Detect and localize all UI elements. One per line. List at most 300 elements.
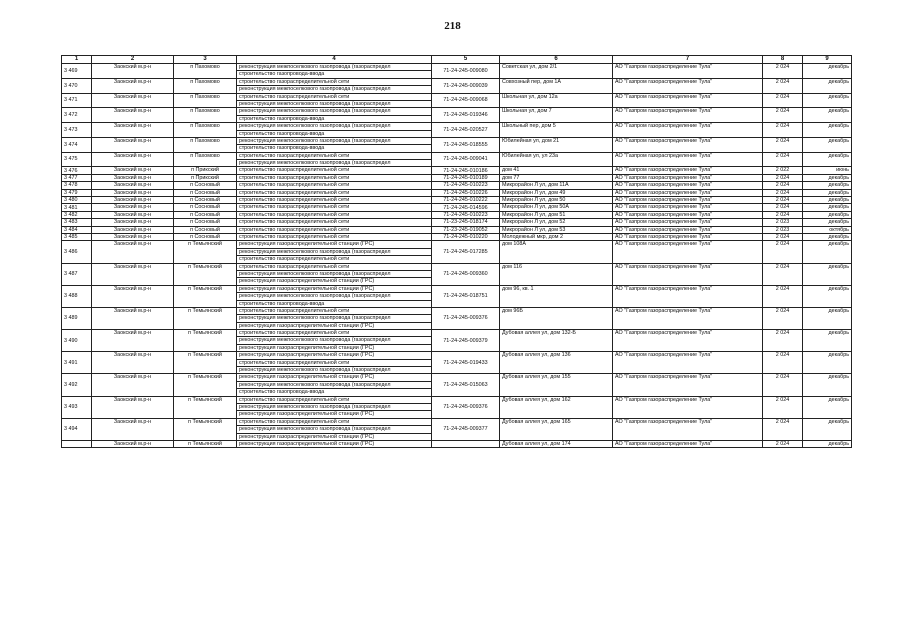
row-number: 3 483 bbox=[62, 219, 92, 226]
row-number: 3 484 bbox=[62, 226, 92, 233]
settlement-cell: п Темьянский bbox=[174, 352, 237, 374]
works-cell bbox=[237, 226, 432, 233]
row-number: 3 488 bbox=[62, 285, 92, 307]
work-line: строительство газораспределительной сети bbox=[239, 204, 350, 211]
work-line: реконструкция газораспределительной станции (ГРС) bbox=[237, 286, 431, 293]
settlement-cell: п Сосновый bbox=[174, 233, 237, 240]
object-code-cell: 71-24-245-009360 bbox=[432, 263, 500, 285]
table-row bbox=[62, 64, 852, 79]
month-cell: декабрь bbox=[803, 197, 852, 204]
organization-cell: АО "Газпром газораспределение Тула" bbox=[613, 182, 763, 189]
year-cell: 2 024 bbox=[763, 418, 803, 440]
table-row bbox=[62, 241, 852, 263]
address-cell: Советская ул, дом 2/1 bbox=[500, 64, 613, 79]
month-cell: декабрь bbox=[803, 182, 852, 189]
column-header-9: 9 bbox=[803, 56, 852, 64]
month-cell: декабрь bbox=[803, 307, 852, 329]
works-cell bbox=[237, 233, 432, 240]
work-line: реконструкция межпоселкового газопровода (газораспредел bbox=[239, 100, 391, 107]
year-cell: 2 024 bbox=[763, 233, 803, 240]
organization-cell: АО "Газпром газораспределение Тула" bbox=[613, 330, 763, 352]
work-line: строительство газопровода-ввода bbox=[239, 130, 325, 137]
object-code-cell: 71-23-245-019052 bbox=[432, 226, 500, 233]
work-line: строительство газораспределительной сети bbox=[237, 94, 431, 101]
address-cell: дом 77 bbox=[500, 174, 613, 181]
month-cell: декабрь bbox=[803, 123, 852, 138]
row-number: 3 493 bbox=[62, 396, 92, 418]
work-line: строительство газораспределительной сети bbox=[237, 264, 431, 271]
settlement-cell: п Сосновый bbox=[174, 211, 237, 218]
year-cell: 2 023 bbox=[763, 219, 803, 226]
table-row bbox=[62, 418, 852, 440]
table-row bbox=[62, 174, 852, 181]
address-cell: Школьная ул, дом 12а bbox=[500, 93, 613, 108]
year-cell: 2 024 bbox=[763, 263, 803, 285]
month-cell: декабрь bbox=[803, 78, 852, 93]
works-cell bbox=[237, 123, 432, 138]
district-cell: Заокский м.р-н bbox=[92, 233, 174, 240]
organization-cell: АО "Газпром газораспределение Тула" bbox=[613, 374, 763, 396]
table-row bbox=[62, 396, 852, 418]
district-cell: Заокский м.р-н bbox=[92, 167, 174, 174]
year-cell: 2 024 bbox=[763, 108, 803, 123]
object-code-cell: 71-24-245-010226 bbox=[432, 189, 500, 196]
work-line: реконструкция межпоселкового газопровода (газораспредел bbox=[237, 64, 431, 71]
month-cell: декабрь bbox=[803, 189, 852, 196]
column-header-5: 5 bbox=[432, 56, 500, 64]
organization-cell: АО "Газпром газораспределение Тула" bbox=[613, 241, 763, 263]
organization-cell: АО "Газпром газораспределение Тула" bbox=[613, 219, 763, 226]
settlement-cell: п Пахомово bbox=[174, 64, 237, 79]
table-row bbox=[62, 307, 852, 329]
month-cell: декабрь bbox=[803, 241, 852, 263]
address-cell: Дубовая аллея ул, дом 155 bbox=[500, 374, 613, 396]
year-cell: 2 024 bbox=[763, 93, 803, 108]
row-number: 3 470 bbox=[62, 78, 92, 93]
work-line: реконструкция газораспределительной станции (ГРС) bbox=[239, 411, 375, 418]
object-code-cell: 71-24-245-009377 bbox=[432, 418, 500, 440]
work-line: реконструкция межпоселкового газопровода (газораспредел bbox=[237, 138, 431, 145]
organization-cell: АО "Газпром газораспределение Тула" bbox=[613, 211, 763, 218]
work-line: реконструкция межпоселкового газопровода (газораспредел bbox=[237, 108, 431, 115]
row-number: 3 487 bbox=[62, 263, 92, 285]
row-number: 3 476 bbox=[62, 167, 92, 174]
table-row bbox=[62, 137, 852, 152]
gasification-table bbox=[61, 55, 852, 448]
works-cell bbox=[237, 263, 432, 285]
work-line: строительство газораспределительной сети bbox=[237, 360, 431, 367]
district-cell: Заокский м.р-н bbox=[92, 352, 174, 374]
object-code-cell: 71-24-245-019433 bbox=[432, 352, 500, 374]
district-cell: Заокский м.р-н bbox=[92, 108, 174, 123]
year-cell: 2 024 bbox=[763, 64, 803, 79]
month-cell: декабрь bbox=[803, 263, 852, 285]
work-line: реконструкция межпоселкового газопровода (газораспредел bbox=[239, 160, 391, 167]
address-cell: Микрорайон Л ул, дом 11А bbox=[500, 182, 613, 189]
table-row bbox=[62, 204, 852, 211]
work-line: реконструкция газораспределительной станции (ГРС) bbox=[237, 241, 431, 248]
district-cell: Заокский м.р-н bbox=[92, 123, 174, 138]
address-cell: дом 96, кв. 1 bbox=[500, 285, 613, 307]
district-cell: Заокский м.р-н bbox=[92, 197, 174, 204]
works-cell bbox=[237, 182, 432, 189]
address-cell: дом 116 bbox=[500, 263, 613, 285]
work-line: реконструкция межпоселкового газопровода (газораспредел bbox=[237, 123, 431, 130]
district-cell: Заокский м.р-н bbox=[92, 174, 174, 181]
row-number: 3 481 bbox=[62, 204, 92, 211]
month-cell: октябрь bbox=[803, 226, 852, 233]
work-line: реконструкция межпоселкового газопровода (газораспредел bbox=[237, 426, 431, 433]
column-header-7: 7 bbox=[613, 56, 763, 64]
works-cell bbox=[237, 241, 432, 263]
row-number: 3 486 bbox=[62, 241, 92, 263]
row-number: 3 485 bbox=[62, 233, 92, 240]
row-number: 3 479 bbox=[62, 189, 92, 196]
object-code-cell: 71-24-245-018751 bbox=[432, 285, 500, 307]
address-cell: дом 41 bbox=[500, 167, 613, 174]
table-row bbox=[62, 167, 852, 174]
table-body bbox=[62, 64, 852, 448]
organization-cell: АО "Газпром газораспределение Тула" bbox=[613, 64, 763, 79]
organization-cell: АО "Газпром газораспределение Тула" bbox=[613, 137, 763, 152]
object-code-cell: 71-24-245-010189 bbox=[432, 174, 500, 181]
organization-cell: АО "Газпром газораспределение Тула" bbox=[613, 108, 763, 123]
organization-cell: АО "Газпром газораспределение Тула" bbox=[613, 78, 763, 93]
object-code-cell: 71-24-245-014596 bbox=[432, 204, 500, 211]
district-cell: Заокский м.р-н bbox=[92, 219, 174, 226]
year-cell: 2 023 bbox=[763, 226, 803, 233]
organization-cell: АО "Газпром газораспределение Тула" bbox=[613, 440, 763, 447]
work-line: реконструкция газораспределительной станции (ГРС) bbox=[237, 374, 431, 381]
year-cell: 2 024 bbox=[763, 374, 803, 396]
settlement-cell: п Темьянский bbox=[174, 263, 237, 285]
row-number bbox=[62, 440, 92, 447]
row-number: 3 482 bbox=[62, 211, 92, 218]
table-row bbox=[62, 93, 852, 108]
work-line: строительство газопровода-ввода bbox=[239, 145, 325, 152]
works-cell bbox=[237, 152, 432, 167]
year-cell: 2 024 bbox=[763, 137, 803, 152]
year-cell: 2 024 bbox=[763, 307, 803, 329]
year-cell: 2 024 bbox=[763, 396, 803, 418]
page-number: 218 bbox=[444, 20, 461, 32]
works-cell bbox=[237, 307, 432, 329]
settlement-cell: п Сосновый bbox=[174, 204, 237, 211]
object-code-cell: 71-24-245-009379 bbox=[432, 330, 500, 352]
table-row bbox=[62, 374, 852, 396]
table-row bbox=[62, 285, 852, 307]
month-cell: июнь bbox=[803, 167, 852, 174]
works-cell bbox=[237, 64, 432, 79]
work-line: реконструкция газораспределительной станции (ГРС) bbox=[239, 344, 375, 351]
settlement-cell: п Сосновый bbox=[174, 197, 237, 204]
organization-cell: АО "Газпром газораспределение Тула" bbox=[613, 307, 763, 329]
month-cell: декабрь bbox=[803, 285, 852, 307]
object-code-cell: 71-24-245-010223 bbox=[432, 211, 500, 218]
work-line: строительство газораспределительной сети bbox=[237, 330, 431, 337]
district-cell: Заокский м.р-н bbox=[92, 204, 174, 211]
work-line: строительство газораспределительной сети bbox=[237, 79, 431, 86]
month-cell: декабрь bbox=[803, 211, 852, 218]
district-cell: Заокский м.р-н bbox=[92, 374, 174, 396]
month-cell: декабрь bbox=[803, 330, 852, 352]
organization-cell: АО "Газпром газораспределение Тула" bbox=[613, 123, 763, 138]
month-cell: декабрь bbox=[803, 396, 852, 418]
district-cell: Заокский м.р-н bbox=[92, 263, 174, 285]
year-cell: 2 024 bbox=[763, 352, 803, 374]
district-cell: Заокский м.р-н bbox=[92, 64, 174, 79]
year-cell: 2 024 bbox=[763, 123, 803, 138]
settlement-cell: п Пахомово bbox=[174, 123, 237, 138]
object-code-cell: 71-24-245-020527 bbox=[432, 123, 500, 138]
district-cell: Заокский м.р-н bbox=[92, 137, 174, 152]
row-number: 3 473 bbox=[62, 123, 92, 138]
works-cell bbox=[237, 197, 432, 204]
district-cell: Заокский м.р-н bbox=[92, 440, 174, 447]
column-header-2: 2 bbox=[92, 56, 174, 64]
district-cell: Заокский м.р-н bbox=[92, 78, 174, 93]
settlement-cell: п Темьянский bbox=[174, 285, 237, 307]
work-line: реконструкция межпоселкового газопровода (газораспредел bbox=[237, 404, 431, 411]
table-row bbox=[62, 78, 852, 93]
column-header-6: 6 bbox=[500, 56, 613, 64]
works-cell bbox=[237, 374, 432, 396]
year-cell: 2 024 bbox=[763, 330, 803, 352]
organization-cell: АО "Газпром газораспределение Тула" bbox=[613, 167, 763, 174]
organization-cell: АО "Газпром газораспределение Тула" bbox=[613, 174, 763, 181]
address-cell: Микрорайон Л ул, дом 53 bbox=[500, 226, 613, 233]
month-cell: декабрь bbox=[803, 374, 852, 396]
settlement-cell: п Темьянский bbox=[174, 396, 237, 418]
organization-cell: АО "Газпром газораспределение Тула" bbox=[613, 233, 763, 240]
work-line: реконструкция газораспределительной станции (ГРС) bbox=[239, 433, 375, 440]
year-cell: 2 024 bbox=[763, 204, 803, 211]
header-row bbox=[62, 56, 852, 64]
object-code-cell: 71-24-245-015063 bbox=[432, 374, 500, 396]
year-cell: 2 024 bbox=[763, 440, 803, 447]
settlement-cell: п Темьянский bbox=[174, 307, 237, 329]
works-cell bbox=[237, 189, 432, 196]
district-cell: Заокский м.р-н bbox=[92, 182, 174, 189]
work-line: реконструкция газораспределительной станции (ГРС) bbox=[239, 440, 375, 447]
settlement-cell: п Темьянский bbox=[174, 418, 237, 440]
object-code-cell: 71-24-245-009376 bbox=[432, 307, 500, 329]
district-cell: Заокский м.р-н bbox=[92, 226, 174, 233]
organization-cell: АО "Газпром газораспределение Тула" bbox=[613, 204, 763, 211]
settlement-cell: п Сосновый bbox=[174, 182, 237, 189]
table-row bbox=[62, 330, 852, 352]
work-line: реконструкция межпоселкового газопровода (газораспредел bbox=[239, 367, 391, 374]
address-cell: Совхозный пер, дом 1А bbox=[500, 78, 613, 93]
work-line: строительство газораспределительной сети bbox=[237, 397, 431, 404]
table-row bbox=[62, 189, 852, 196]
object-code-cell: 71-24-245-010222 bbox=[432, 197, 500, 204]
district-cell: Заокский м.р-н bbox=[92, 285, 174, 307]
object-code-cell: 71-24-245-018555 bbox=[432, 137, 500, 152]
table-row bbox=[62, 197, 852, 204]
object-code-cell: 71-24-245-010223 bbox=[432, 182, 500, 189]
year-cell: 2 024 bbox=[763, 241, 803, 263]
column-header-1: 1 bbox=[62, 56, 92, 64]
works-cell bbox=[237, 108, 432, 123]
row-number: 3 489 bbox=[62, 307, 92, 329]
settlement-cell: п Пахомово bbox=[174, 137, 237, 152]
table-row bbox=[62, 123, 852, 138]
table-row bbox=[62, 211, 852, 218]
work-line: строительство газораспределительной сети bbox=[239, 219, 350, 226]
address-cell: Дубовая аллея ул, дом 136 bbox=[500, 352, 613, 374]
works-cell bbox=[237, 352, 432, 374]
table-row bbox=[62, 219, 852, 226]
works-cell bbox=[237, 219, 432, 226]
object-code-cell: 71-23-245-018174 bbox=[432, 219, 500, 226]
month-cell: декабрь bbox=[803, 108, 852, 123]
object-code-cell bbox=[432, 440, 500, 447]
object-code-cell: 71-24-245-019346 bbox=[432, 108, 500, 123]
year-cell: 2 024 bbox=[763, 152, 803, 167]
settlement-cell: п Темьянский bbox=[174, 330, 237, 352]
address-cell: Микрорайон Л ул, дом 50 bbox=[500, 197, 613, 204]
address-cell: Дубовая аллея ул, дом 162 bbox=[500, 396, 613, 418]
works-cell bbox=[237, 440, 432, 447]
settlement-cell: п Пахомово bbox=[174, 78, 237, 93]
settlement-cell: п Пахомово bbox=[174, 108, 237, 123]
object-code-cell: 71-24-245-009039 bbox=[432, 78, 500, 93]
settlement-cell: п Темьянский bbox=[174, 374, 237, 396]
settlement-cell: п Пахомово bbox=[174, 93, 237, 108]
organization-cell: АО "Газпром газораспределение Тула" bbox=[613, 189, 763, 196]
work-line: строительство газопровода-ввода bbox=[239, 71, 325, 78]
work-line: реконструкция межпоселкового газопровода (газораспредел bbox=[237, 293, 431, 300]
district-cell: Заокский м.р-н bbox=[92, 330, 174, 352]
row-number: 3 472 bbox=[62, 108, 92, 123]
row-number: 3 474 bbox=[62, 137, 92, 152]
address-cell: Школьный пер, дом 5 bbox=[500, 123, 613, 138]
month-cell: декабрь bbox=[803, 137, 852, 152]
table-row bbox=[62, 440, 852, 447]
row-number: 3 478 bbox=[62, 182, 92, 189]
year-cell: 2 022 bbox=[763, 167, 803, 174]
month-cell: декабрь bbox=[803, 64, 852, 79]
table-row bbox=[62, 263, 852, 285]
work-line: строительство газораспределительной сети bbox=[239, 233, 350, 240]
address-cell: Микрорайон Л ул, дом 51 bbox=[500, 211, 613, 218]
work-line: строительство газораспределительной сети bbox=[239, 211, 350, 218]
settlement-cell: п Прикский bbox=[174, 174, 237, 181]
year-cell: 2 024 bbox=[763, 174, 803, 181]
district-cell: Заокский м.р-н bbox=[92, 307, 174, 329]
row-number: 3 480 bbox=[62, 197, 92, 204]
works-cell bbox=[237, 93, 432, 108]
address-cell: дом 108А bbox=[500, 241, 613, 263]
work-line: строительство газопровода-ввода bbox=[239, 300, 325, 307]
works-cell bbox=[237, 78, 432, 93]
table-row bbox=[62, 108, 852, 123]
works-cell bbox=[237, 204, 432, 211]
work-line: строительство газораспределительной сети bbox=[239, 197, 350, 204]
object-code-cell: 71-24-245-009080 bbox=[432, 64, 500, 79]
settlement-cell: п Сосновый bbox=[174, 189, 237, 196]
work-line: строительство газораспределительной сети bbox=[237, 308, 431, 315]
work-line: реконструкция газораспределительной станции (ГРС) bbox=[239, 278, 375, 285]
month-cell: декабрь bbox=[803, 93, 852, 108]
works-cell bbox=[237, 396, 432, 418]
work-line: реконструкция межпоселкового газопровода (газораспредел bbox=[237, 337, 431, 344]
row-number: 3 471 bbox=[62, 93, 92, 108]
settlement-cell: п Пахомово bbox=[174, 152, 237, 167]
table-row bbox=[62, 352, 852, 374]
address-cell: Дубовая аллея ул, дом 132-Б bbox=[500, 330, 613, 352]
organization-cell: АО "Газпром газораспределение Тула" bbox=[613, 396, 763, 418]
address-cell: Микрорайон Л ул, дом 50А bbox=[500, 204, 613, 211]
object-code-cell: 71-24-245-009376 bbox=[432, 396, 500, 418]
district-cell: Заокский м.р-н bbox=[92, 93, 174, 108]
work-line: строительство газораспределительной сети bbox=[237, 153, 431, 160]
settlement-cell: п Темьянский bbox=[174, 241, 237, 263]
settlement-cell: п Прикский bbox=[174, 167, 237, 174]
row-number: 3 492 bbox=[62, 374, 92, 396]
organization-cell: АО "Газпром газораспределение Тула" bbox=[613, 418, 763, 440]
year-cell: 2 024 bbox=[763, 182, 803, 189]
work-line: строительство газопровода-ввода bbox=[239, 389, 325, 396]
table-row bbox=[62, 152, 852, 167]
district-cell: Заокский м.р-н bbox=[92, 211, 174, 218]
object-code-cell: 71-24-245-010220 bbox=[432, 233, 500, 240]
month-cell: декабрь bbox=[803, 233, 852, 240]
settlement-cell: п Сосновый bbox=[174, 219, 237, 226]
object-code-cell: 71-24-245-010186 bbox=[432, 167, 500, 174]
works-cell bbox=[237, 285, 432, 307]
organization-cell: АО "Газпром газораспределение Тула" bbox=[613, 263, 763, 285]
work-line: строительство газораспределительной сети bbox=[239, 256, 350, 263]
row-number: 3 491 bbox=[62, 352, 92, 374]
column-header-8: 8 bbox=[763, 56, 803, 64]
work-line: строительство газопровода-ввода bbox=[239, 115, 325, 122]
table-row bbox=[62, 233, 852, 240]
month-cell: декабрь bbox=[803, 418, 852, 440]
work-line: строительство газораспределительной сети bbox=[239, 167, 350, 174]
row-number: 3 490 bbox=[62, 330, 92, 352]
year-cell: 2 024 bbox=[763, 189, 803, 196]
works-cell bbox=[237, 174, 432, 181]
object-code-cell: 71-24-245-009041 bbox=[432, 152, 500, 167]
works-cell bbox=[237, 167, 432, 174]
settlement-cell: п Сосновый bbox=[174, 226, 237, 233]
district-cell: Заокский м.р-н bbox=[92, 152, 174, 167]
address-cell: Дубовая аллея ул, дом 165 bbox=[500, 418, 613, 440]
work-line: реконструкция межпоселкового газопровода (газораспредел bbox=[237, 271, 431, 278]
work-line: реконструкция газораспределительной станции (ГРС) bbox=[239, 322, 375, 329]
table-row bbox=[62, 226, 852, 233]
year-cell: 2 024 bbox=[763, 197, 803, 204]
object-code-cell: 71-24-245-017285 bbox=[432, 241, 500, 263]
address-cell: Школьная ул, дом 7 bbox=[500, 108, 613, 123]
table-row bbox=[62, 182, 852, 189]
works-cell bbox=[237, 211, 432, 218]
year-cell: 2 024 bbox=[763, 285, 803, 307]
district-cell: Заокский м.р-н bbox=[92, 241, 174, 263]
document-sheet bbox=[61, 55, 851, 448]
row-number: 3 494 bbox=[62, 418, 92, 440]
work-line: реконструкция межпоселкового газопровода (газораспредел bbox=[237, 315, 431, 322]
works-cell bbox=[237, 137, 432, 152]
address-cell: дом 96Б bbox=[500, 307, 613, 329]
month-cell: декабрь bbox=[803, 352, 852, 374]
district-cell: Заокский м.р-н bbox=[92, 418, 174, 440]
year-cell: 2 024 bbox=[763, 78, 803, 93]
row-number: 3 477 bbox=[62, 174, 92, 181]
organization-cell: АО "Газпром газораспределение Тула" bbox=[613, 352, 763, 374]
